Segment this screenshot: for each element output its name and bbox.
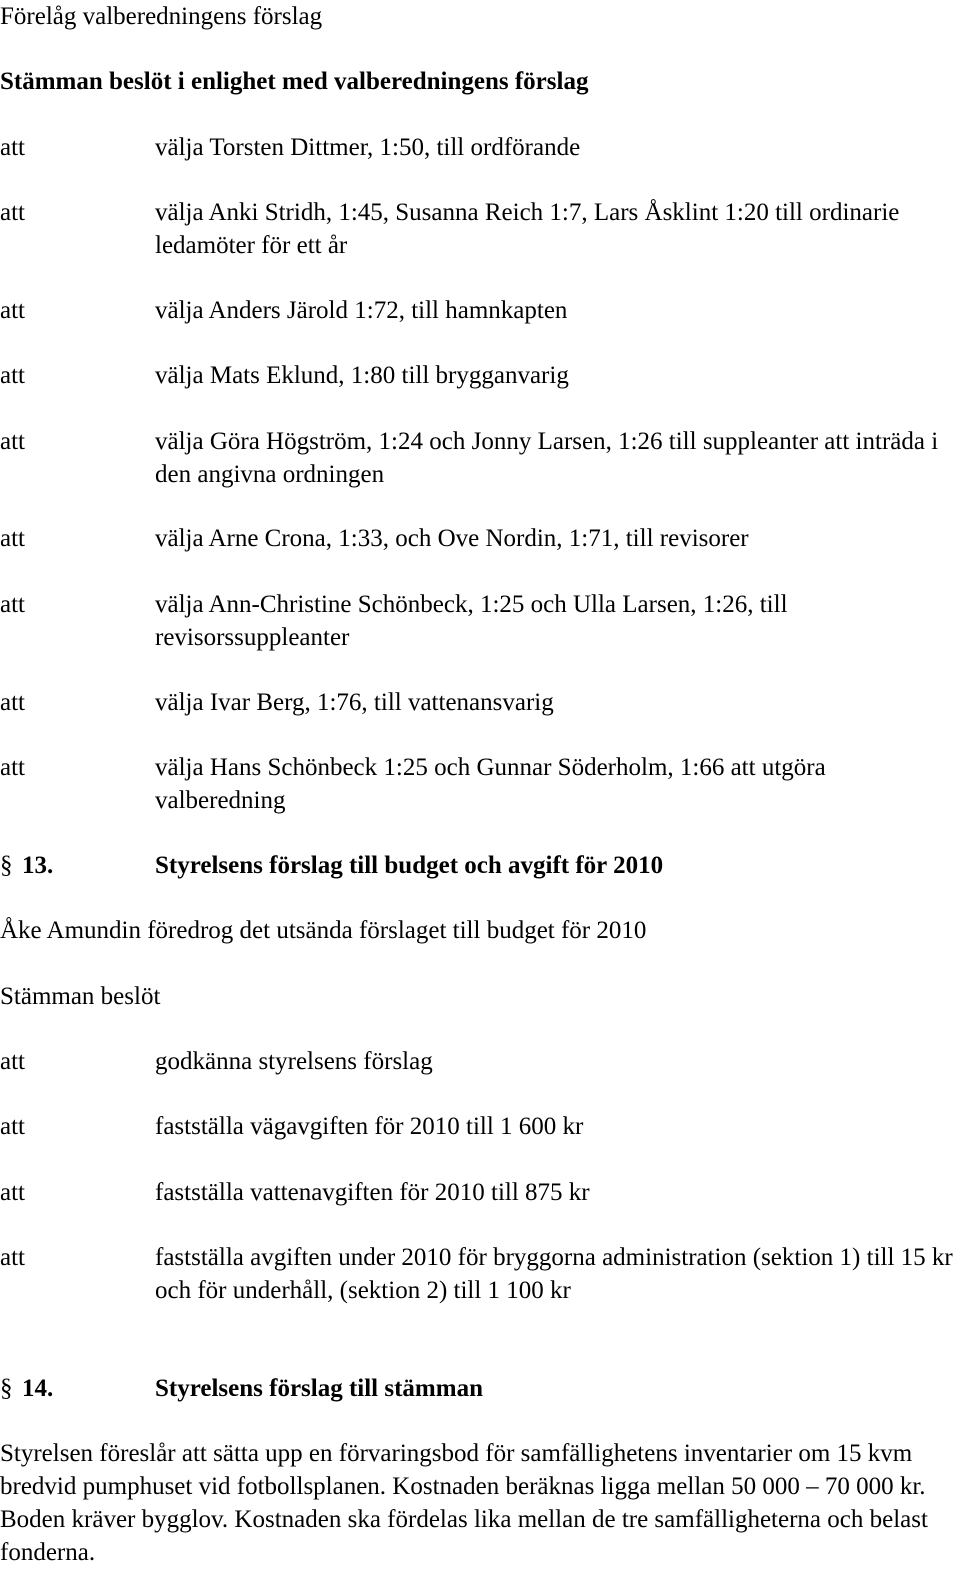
section-title: Styrelsens förslag till budget och avgift för 2010 bbox=[155, 852, 664, 879]
section-13-paragraph: Åke Amundin föredrog det utsända förslaget till budget för 2010 bbox=[0, 917, 647, 944]
att-label: att bbox=[0, 199, 25, 226]
heading-decision: Stämman beslöt i enlighet med valberedningens förslag bbox=[0, 68, 589, 95]
att-label: att bbox=[0, 134, 25, 161]
section-number: 13. bbox=[22, 852, 54, 879]
att-label: att bbox=[0, 1244, 25, 1271]
list-item-text: välja Anki Stridh, 1:45, Susanna Reich 1:7, Lars Åsklint 1:20 till ordinarie ledamöter för ett år bbox=[155, 199, 900, 259]
list-item-text: välja Torsten Dittmer, 1:50, till ordförande bbox=[155, 134, 581, 161]
list-item-text: välja Mats Eklund, 1:80 till brygganvarig bbox=[155, 362, 569, 389]
list-item-text: fastställa avgiften under 2010 för bryggorna administration (sektion 1) till 15 kr och för underhåll, (sektion 2) till 1 100 kr bbox=[155, 1244, 953, 1304]
list-item-text: fastställa vägavgiften för 2010 till 1 600 kr bbox=[155, 1113, 584, 1140]
att-label: att bbox=[0, 689, 25, 716]
list-item-text: välja Arne Crona, 1:33, och Ove Nordin, 1:71, till revisorer bbox=[155, 525, 749, 552]
list-item-text: välja Anders Järold 1:72, till hamnkapten bbox=[155, 297, 568, 324]
list-item-text: välja Hans Schönbeck 1:25 och Gunnar Söderholm, 1:66 att utgöra valberedning bbox=[155, 754, 826, 814]
att-label: att bbox=[0, 1048, 25, 1075]
list-item-text: välja Ivar Berg, 1:76, till vattenansvarig bbox=[155, 689, 554, 716]
section-number: 14. bbox=[22, 1375, 54, 1402]
list-item-text: välja Ann-Christine Schönbeck, 1:25 och Ulla Larsen, 1:26, till revisorssuppleanter bbox=[155, 591, 788, 651]
list-item-text: välja Göra Högström, 1:24 och Jonny Larsen, 1:26 till suppleanter att inträda i den angivna ordningen bbox=[155, 428, 939, 488]
list-item-text: godkänna styrelsens förslag bbox=[155, 1048, 433, 1075]
att-label: att bbox=[0, 754, 25, 781]
section-title: Styrelsens förslag till stämman bbox=[155, 1375, 483, 1402]
list-item-text: fastställa vattenavgiften för 2010 till 875 kr bbox=[155, 1179, 590, 1206]
att-label: att bbox=[0, 591, 25, 618]
section-sign: § bbox=[0, 852, 13, 879]
section-13-decision: Stämman beslöt bbox=[0, 983, 161, 1010]
section-14-paragraph: Styrelsen föreslår att sätta upp en förvaringsbod för samfällighetens inventarier om 15 kvm bredvid pumphuset vid fotbollsplanen. Kostnaden beräknas ligga mellan 50 000 – 70 000 kr. Boden kräver bygglov. Kostnaden ska fördelas lika mellan de tre samfälligheterna och belast fonderna. bbox=[0, 1440, 928, 1566]
att-label: att bbox=[0, 428, 25, 455]
heading-proposal: Förelåg valberedningens förslag bbox=[0, 3, 323, 30]
att-label: att bbox=[0, 362, 25, 389]
att-label: att bbox=[0, 525, 25, 552]
section-sign: § bbox=[0, 1375, 13, 1402]
att-label: att bbox=[0, 297, 25, 324]
att-label: att bbox=[0, 1113, 25, 1140]
att-label: att bbox=[0, 1179, 25, 1206]
